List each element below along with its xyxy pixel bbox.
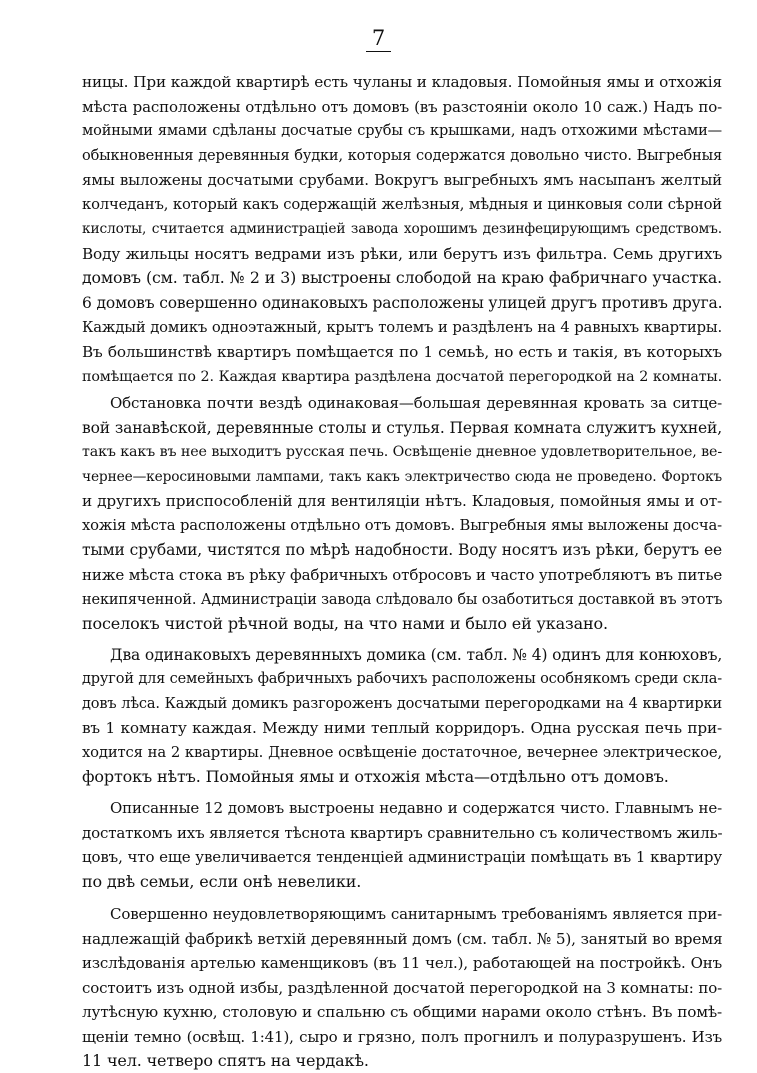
text-line: 6 домовъ совершенно одинаковыхъ расположены улицей другъ противъ друга. [82,294,723,312]
text-line: тыми срубами, чистятся по мѣрѣ надобности. Воду носятъ изъ рѣки, берутъ ее [82,541,722,559]
page-number-container [0,26,757,52]
text-line: ниже мѣста стока въ рѣку фабричныхъ отбросовъ и часто употребляютъ въ питье [82,566,723,584]
text-line: другой для семейныхъ фабричныхъ рабочихъ расположены особнякомъ среди скла- [82,671,722,687]
text-line: ницы. При каждой квартирѣ есть чуланы и кладовыя. Помойныя ямы и отхожія [82,73,722,91]
text-line: некипяченной. Администраціи завода слѣдовало бы озаботиться доставкой въ этотъ [82,592,723,608]
text-line: чернее—керосиновыми лампами, такъ какъ электричество сюда не проведено. Фортокъ [82,469,722,485]
page-number: 7 [366,26,391,52]
text-line: изслѣдованія артелью каменщиковъ (въ 11 чел.), работающей на постройкѣ. Онъ [82,954,722,972]
text-line: достаткомъ ихъ является тѣснота квартиръ сравнительно съ количествомъ жиль- [82,824,723,842]
text-line: Совершенно неудовлетворяющимъ санитарнымъ требованіямъ является при- [110,905,722,923]
text-line: Каждый домикъ одноэтажный, крытъ толемъ и раздѣленъ на 4 равныхъ квартиры. [82,319,722,336]
text-line: ямы выложены досчатыми срубами. Вокругъ выгребныхъ ямъ насыпанъ желтый [82,171,722,189]
text-line: состоитъ изъ одной избы, раздѣленной досчатой перегородкой на 3 комнаты: по- [82,979,722,997]
text-line: колчеданъ, который какъ содержащій желѣзныя, мѣдныя и цинковыя соли сѣрной [82,196,722,213]
text-line: хожія мѣста расположены отдѣльно отъ домовъ. Выгребныя ямы выложены досча- [82,517,722,534]
text-line: фортокъ нѣтъ. Помойныя ямы и отхожія мѣста—отдѣльно отъ домовъ. [82,767,669,786]
text-line: и другихъ приспособленій для вентиляціи нѣтъ. Кладовыя, помойныя ямы и от- [82,492,722,510]
text-line: надлежащій фабрикѣ ветхій деревянный домъ (см. табл. № 5), занятый во время [82,930,723,948]
text-line: Два одинаковыхъ деревянныхъ домика (см. табл. № 4) одинъ для конюховъ, [110,646,723,664]
text-line: домовъ (см. табл. № 2 и 3) выстроены слободой на краю фабричнаго участка. [82,268,722,287]
text-line: такъ какъ въ нее выходитъ русская печь. Освѣщеніе дневное удовлетворительное, ве- [82,444,722,460]
text-line: 11 чел. четверо спятъ на чердакѣ. [82,1051,369,1070]
text-line: цовъ, что еще увеличивается тенденціей администраціи помѣщать въ 1 квартиру [82,848,722,866]
text-line: лутѣсную кухню, столовую и спальню съ общими нарами около стѣнъ. Въ помѣ- [82,1003,722,1021]
text-line: поселокъ чистой рѣчной воды, на что нами и было ей указано. [82,614,608,633]
text-line: кислоты, считается администраціей завода хорошимъ дезинфецирующимъ средствомъ. [82,221,722,237]
text-line: въ 1 комнату каждая. Между ними теплый корридоръ. Одна русская печь при- [82,719,722,737]
text-line: Воду жильцы носятъ ведрами изъ рѣки, или берутъ изъ фильтра. Семь другихъ [82,245,722,263]
text-line: вой занавѣской, деревянные столы и стулья. Первая комната служитъ кухней, [82,419,722,437]
text-line: мѣста расположены отдѣльно отъ домовъ (въ разстояніи около 10 саж.) Надъ по- [82,98,722,116]
text-line: мойными ямами сдѣланы досчатые срубы съ крышками, надъ отхожими мѣстами— [82,123,722,139]
text-line: довъ лѣса. Каждый домикъ разгороженъ досчатыми перегородками на 4 квартирки [82,696,722,712]
text-line: Описанные 12 домовъ выстроены недавно и содержатся чисто. Главнымъ не- [110,799,722,817]
text-line: Въ большинствѣ квартиръ помѣщается по 1 семьѣ, но есть и такія, въ которыхъ [82,343,722,361]
text-line: щеніи темно (освѣщ. 1:41), сыро и грязно, полъ прогнилъ и полуразрушенъ. Изъ [82,1028,722,1046]
text-line: ходится на 2 квартиры. Дневное освѣщеніе достаточное, вечернее электрическое, [82,744,722,761]
text-line: обыкновенныя деревянныя будки, которыя содержатся довольно чисто. Выгребныя [82,148,722,164]
text-line: Обстановка почти вездѣ одинаковая—большая деревянная кровать за ситце- [110,394,722,412]
text-line: помѣщается по 2. Каждая квартира раздѣлена досчатой перегородкой на 2 комнаты. [82,369,722,385]
text-line: по двѣ семьи, если онѣ невелики. [82,872,362,891]
